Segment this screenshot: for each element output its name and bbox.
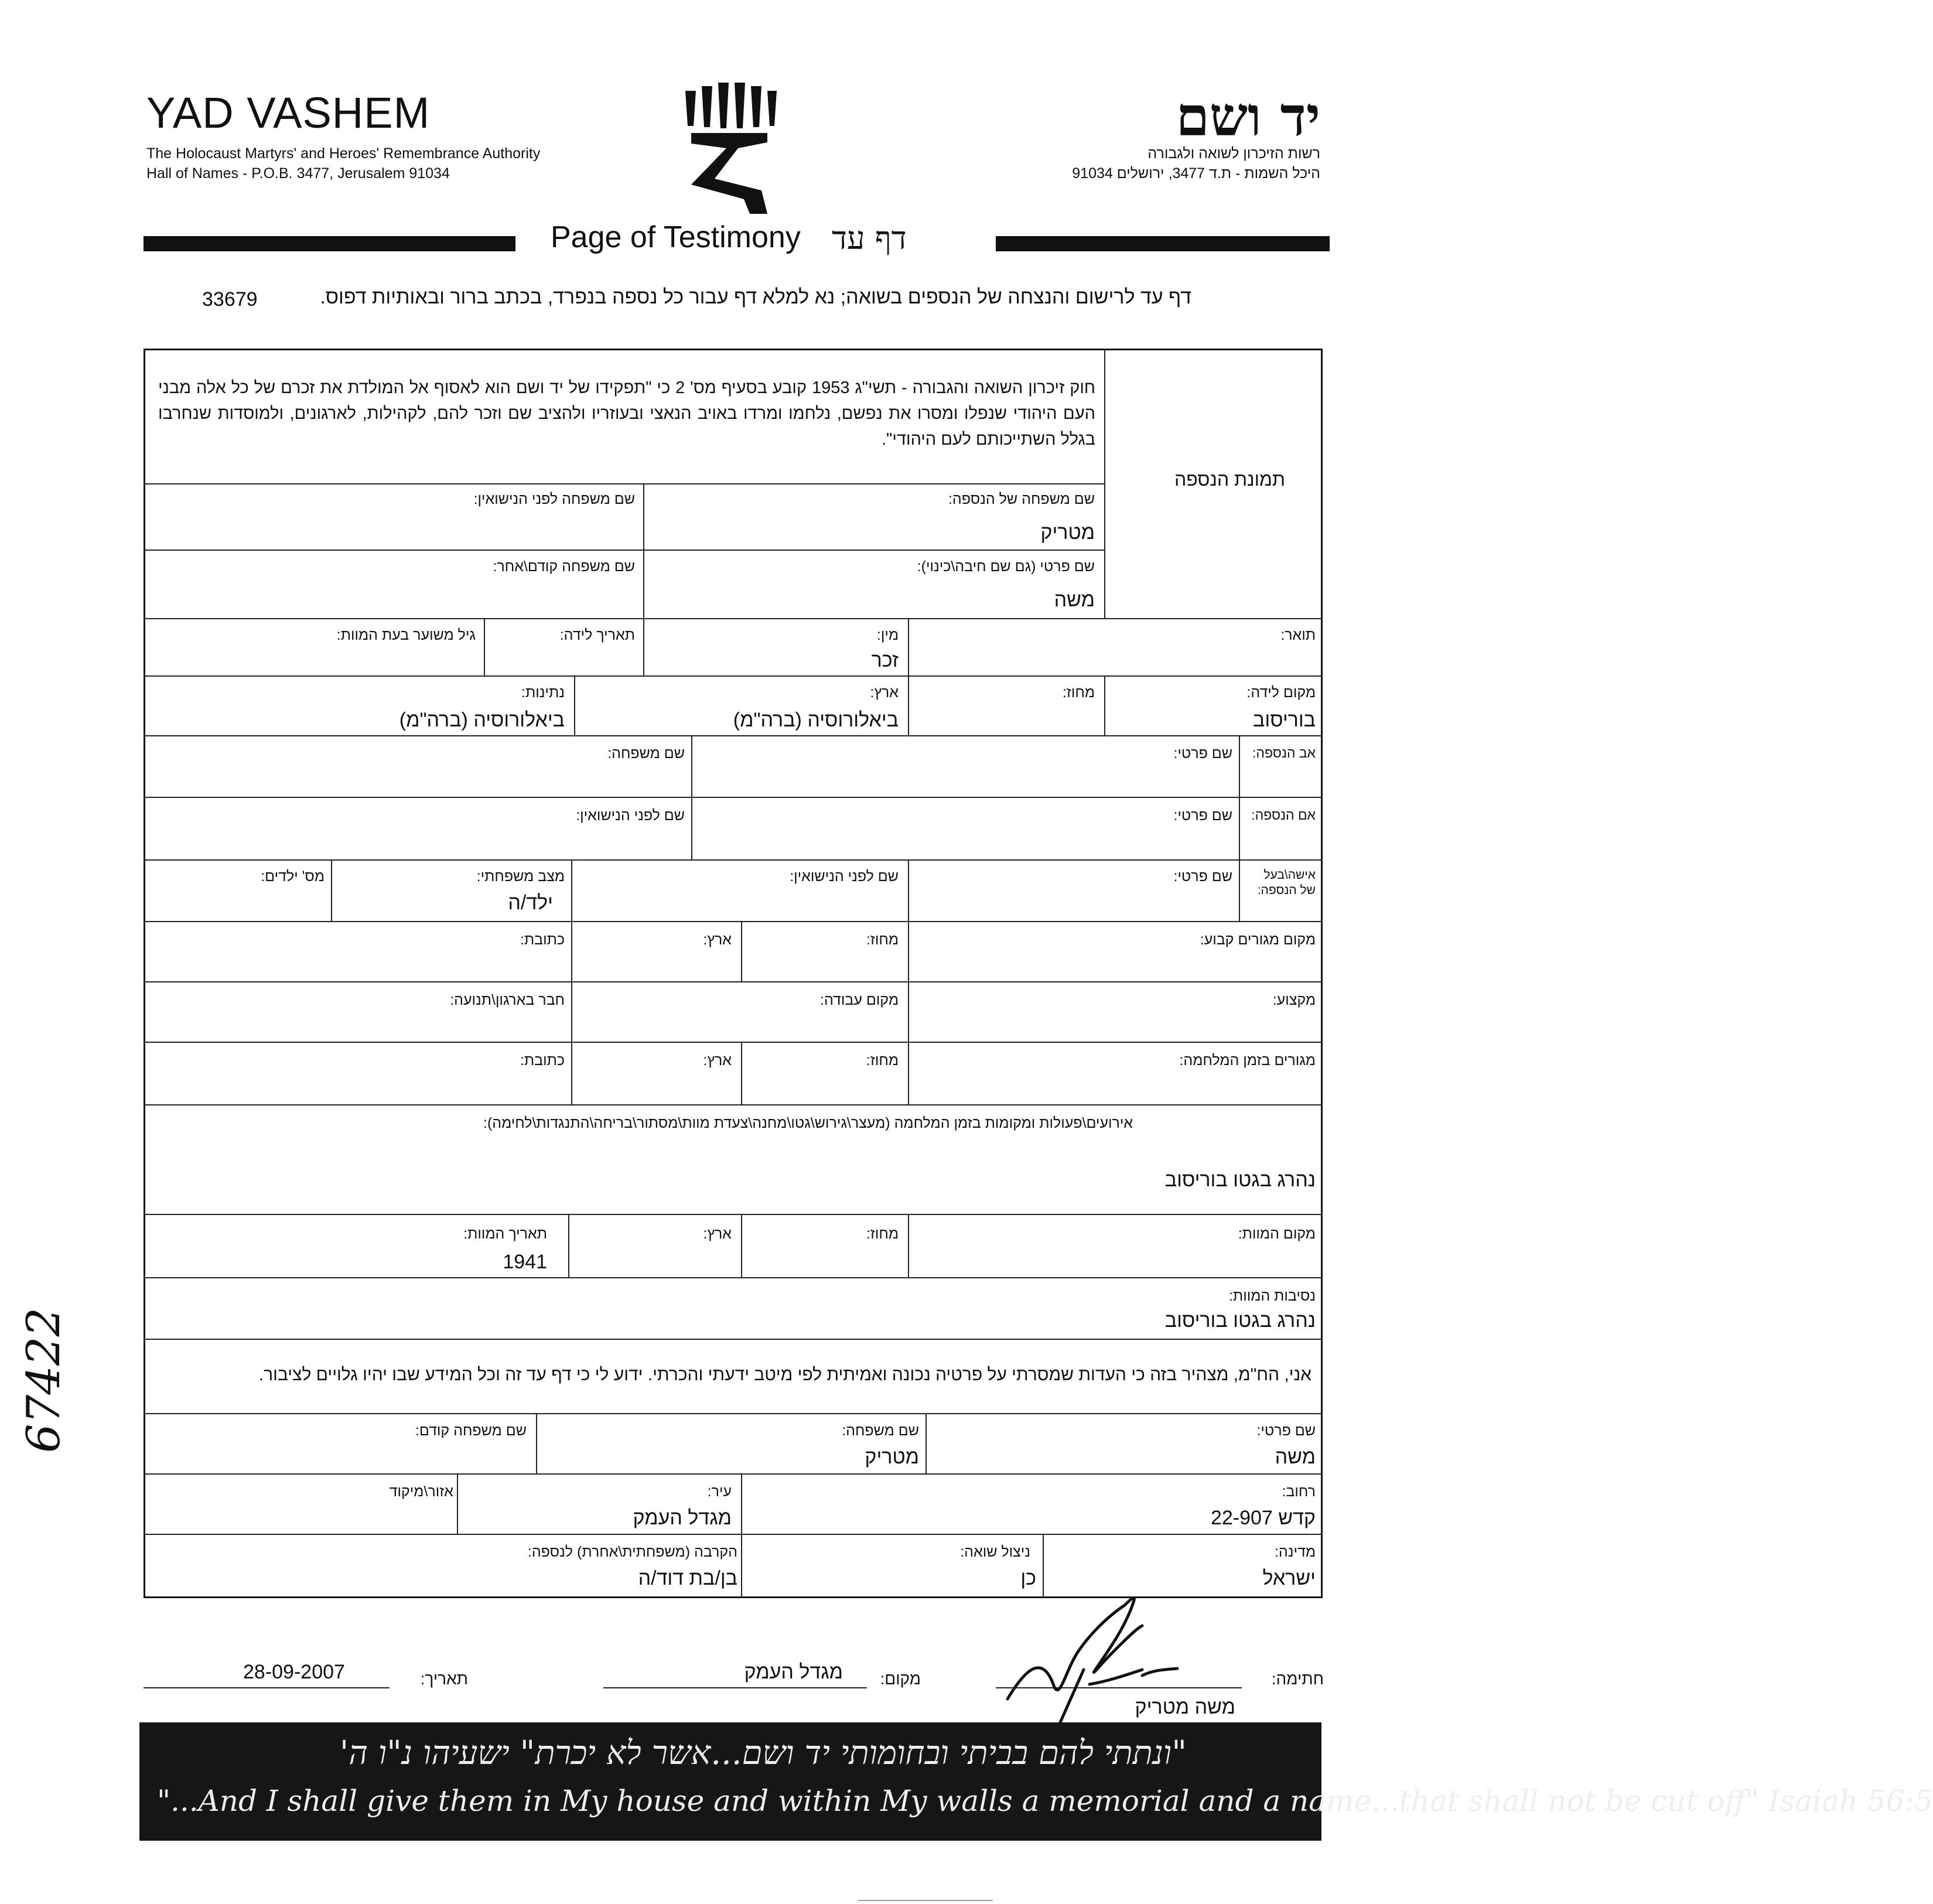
spouse-maiden-name-label: שם לפני הנישואין: bbox=[790, 868, 899, 885]
victim-first-name-label: שם פרטי (גם שם חיבה\כינוי): bbox=[917, 558, 1095, 575]
submitter-last-name[interactable]: מטריק bbox=[865, 1446, 919, 1468]
victim-last-name[interactable]: מטריק bbox=[1040, 521, 1095, 544]
place-label: מקום: bbox=[880, 1670, 921, 1688]
victim-maiden-name-label: שם משפחה לפני הנישואין: bbox=[473, 491, 635, 507]
serial-number: 33679 bbox=[202, 288, 258, 310]
side-handwritten-number: 67422 bbox=[18, 1307, 70, 1453]
victim-prev-name-label: שם משפחה קודם\אחר: bbox=[493, 558, 635, 575]
marital-status-label: מצב משפחתי: bbox=[476, 868, 565, 885]
birth-country-value[interactable]: ביאלורוסיה (ברה"מ) bbox=[733, 709, 899, 731]
wartime-region-label: מחוז: bbox=[866, 1052, 899, 1069]
banner-quote-en: "...And I shall give them in My house and within My walls a memorial and a name...that shall not be cut off" Isaiah 56:5 bbox=[157, 1784, 1933, 1818]
victim-dob-label: תאריך לידה: bbox=[559, 627, 635, 643]
survivor-label: ניצול שואה: bbox=[960, 1544, 1030, 1560]
submitter-street-label: רחוב: bbox=[1282, 1483, 1316, 1500]
wartime-place-label: מגורים בזמן המלחמה: bbox=[1179, 1052, 1316, 1069]
death-date-label: תאריך המוות: bbox=[463, 1226, 547, 1242]
date-line bbox=[144, 1687, 390, 1688]
submitter-street[interactable]: קדש 22-907 bbox=[1210, 1507, 1316, 1529]
submitter-zip-label: אזור\מיקוד bbox=[389, 1483, 453, 1500]
residence-region-label: מחוז: bbox=[866, 931, 899, 948]
death-circumstances-label: נסיבות המוות: bbox=[1228, 1288, 1316, 1304]
org-line1-he: רשות הזיכרון לשואה ולגבורה bbox=[1147, 145, 1320, 162]
submitter-prev-name-label: שם משפחה קודם: bbox=[415, 1422, 527, 1439]
submitter-country-label: מדינה: bbox=[1274, 1544, 1316, 1560]
mother-row-label: אם הנספה: bbox=[1251, 807, 1316, 823]
form-frame bbox=[144, 349, 1323, 1598]
quote-banner bbox=[139, 1722, 1933, 1841]
org-line2-en: Hall of Names - P.O.B. 3477, Jerusalem 91034 bbox=[146, 165, 450, 182]
events-label: אירועים\פעולות ומקומות בזמן המלחמה (מעצר\גירוש\גטו\מחנה\צעדת מוות\מסתור\בריחה\התנגדות\לחימה): bbox=[483, 1115, 1133, 1131]
signer-name: משה מטריק bbox=[1135, 1696, 1235, 1718]
father-last-name-label: שם משפחה: bbox=[607, 745, 685, 762]
relation-label: הקרבה (משפחתית\אחרת) לנספה: bbox=[527, 1544, 737, 1560]
survivor-value[interactable]: כן bbox=[1020, 1567, 1036, 1589]
yad-vashem-logo-icon bbox=[679, 79, 779, 214]
spouse-row-label-2: של הנספה: bbox=[1257, 883, 1316, 897]
children-count-label: מס' ילדים: bbox=[261, 868, 325, 885]
victim-age-label: גיל משוער בעת המוות: bbox=[336, 627, 476, 643]
residence-address-label: כתובת: bbox=[520, 931, 565, 948]
victim-title-label: תואר: bbox=[1280, 627, 1316, 643]
birth-country-label: ארץ: bbox=[870, 684, 899, 701]
death-circumstances-value[interactable]: נהרג בגטו בוריסוב bbox=[1164, 1309, 1316, 1332]
submitter-first-name-label: שם פרטי: bbox=[1256, 1422, 1316, 1439]
title-rule-left bbox=[144, 236, 515, 251]
page-title-he: דף עד bbox=[832, 220, 907, 257]
bottom-scan-line bbox=[858, 1900, 993, 1901]
victim-gender-label: מין: bbox=[876, 627, 899, 643]
workplace-label: מקום עבודה: bbox=[820, 992, 899, 1008]
residence-country-label: ארץ: bbox=[703, 931, 732, 948]
submitter-city-label: עיר: bbox=[707, 1483, 732, 1500]
wartime-address-label: כתובת: bbox=[520, 1052, 565, 1069]
signature-label: חתימה: bbox=[1271, 1670, 1324, 1688]
death-place-label: מקום המוות: bbox=[1238, 1226, 1316, 1242]
spouse-first-name-label: שם פרטי: bbox=[1173, 868, 1232, 885]
wartime-country-label: ארץ: bbox=[703, 1052, 732, 1069]
submitter-country[interactable]: ישראל bbox=[1262, 1567, 1316, 1589]
death-date-value[interactable]: 1941 bbox=[503, 1251, 547, 1273]
spouse-row-label-1: אישה\בעל bbox=[1263, 868, 1316, 882]
birthplace-label: מקום לידה: bbox=[1246, 684, 1316, 701]
place-value[interactable]: מגדל העמק bbox=[744, 1661, 843, 1683]
page-title-en: Page of Testimony bbox=[551, 220, 801, 254]
place-line bbox=[603, 1687, 867, 1688]
nationality-value[interactable]: ביאלורוסיה (ברה"מ) bbox=[399, 709, 565, 731]
org-name-en: YAD VASHEM bbox=[146, 88, 431, 137]
victim-last-name-label: שם משפחה של הנספה: bbox=[948, 491, 1095, 507]
org-name-he: יד ושם bbox=[1176, 85, 1320, 148]
father-row-label: אב הנספה: bbox=[1252, 745, 1316, 760]
org-subtitle-he bbox=[1072, 144, 1320, 183]
relation-value[interactable]: בן/בת דוד/ה bbox=[638, 1567, 737, 1589]
date-label: תאריך: bbox=[420, 1670, 468, 1688]
declaration: אני, הח"מ, מצהיר בזה כי העדות שמסרתי על פרטיה נכונה ואמיתית לפי מיטב ידעתי והכרתי. ידוע לי כי דף עד זה וכל המידע שבו יהיו גלויים לציבור. bbox=[258, 1365, 1312, 1384]
birth-region-label: מחוז: bbox=[1062, 684, 1095, 701]
banner-quote-he: "ונתתי להם בביתי ובחומותי יד ושם...אשר לא יכרת" ישעיהו נ"ו ה' bbox=[339, 1734, 1187, 1772]
marital-status-value[interactable]: ילד/ה bbox=[508, 892, 553, 914]
instructions: דף עד לרישום והנצחה של הנספים בשואה; נא למלא דף עבור כל נספה בנפרד, בכתב ברור ובאותיות דפוס. bbox=[320, 286, 1191, 308]
nationality-label: נתינות: bbox=[521, 684, 565, 701]
death-country-label: ארץ: bbox=[703, 1226, 732, 1242]
law-paragraph: חוק זיכרון השואה והגבורה - תשי"ג 1953 קובע בסעיף מס' 2 כי "תפקידו של יד ושם הוא לאסוף אל המולדת את זכרם של כל אלה מבני העם היהודי שנפלו ומסרו את נפשם, נלחמו ומרדו באויב הנאצי ובעוזריו ולהציב שם וזכר להם, לקהילות, לארגונים, ולמוסדות שנחרבו בגלל השתייכותם לעם היהודי". bbox=[158, 378, 1095, 449]
mother-maiden-name-label: שם לפני הנישואין: bbox=[576, 807, 685, 824]
date-value[interactable]: 28-09-2007 bbox=[243, 1661, 345, 1683]
photo-label: תמונת הנספה bbox=[1174, 469, 1285, 490]
organization-member-label: חבר בארגון\תנועה: bbox=[450, 992, 565, 1008]
father-first-name-label: שם פרטי: bbox=[1173, 745, 1232, 762]
org-line2-he: היכל השמות - ת.ד 3477, ירושלים 91034 bbox=[1072, 165, 1320, 182]
victim-gender[interactable]: זכר bbox=[871, 649, 899, 671]
occupation-label: מקצוע: bbox=[1272, 992, 1316, 1008]
victim-first-name[interactable]: משה bbox=[1054, 589, 1095, 611]
residence-place-label: מקום מגורים קבוע: bbox=[1200, 931, 1316, 948]
birthplace-value[interactable]: בוריסוב bbox=[1253, 709, 1316, 731]
submitter-first-name[interactable]: משה bbox=[1275, 1446, 1316, 1468]
submitter-city[interactable]: מגדל העמק bbox=[633, 1507, 732, 1529]
death-region-label: מחוז: bbox=[866, 1226, 899, 1242]
org-subtitle-en bbox=[146, 144, 540, 183]
title-rule-right bbox=[996, 236, 1330, 251]
mother-first-name-label: שם פרטי: bbox=[1173, 807, 1232, 824]
org-line1-en: The Holocaust Martyrs' and Heroes' Remembrance Authority bbox=[146, 145, 541, 162]
submitter-last-name-label: שם משפחה: bbox=[842, 1422, 919, 1439]
events-text[interactable]: נהרג בגטו בוריסוב bbox=[1164, 1169, 1316, 1191]
